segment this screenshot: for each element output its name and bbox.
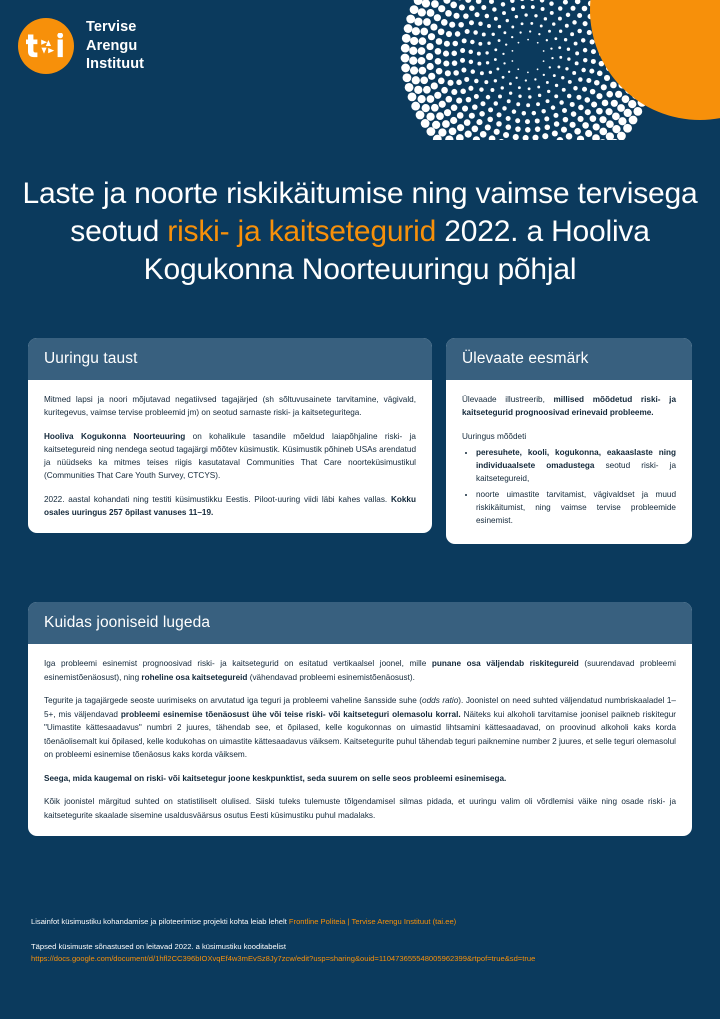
emphasis: peresuhete, kooli, kogukonna, eakaaslaste ning individuaalsete omadustega — [476, 447, 676, 471]
card-title: Uuringu taust — [44, 350, 138, 367]
emphasis: Kokku osales uuringus 257 õpilast vanuses 11–19. — [44, 494, 416, 518]
tai-logo-icon — [18, 18, 74, 74]
paragraph-text: Iga probleemi esinemist prognoosivad riski- ja kaitsetegurid on esitatud vertikaalsel joonel, mille — [44, 659, 432, 669]
term-odds-ratio: odds ratio — [422, 696, 459, 706]
list-item: • noorte uimastite tarvitamist, vägivaldset ja muud riskikäitumist, ning vaimse tervise probleemide esinemist. — [476, 488, 676, 528]
card-header-ulevaate-eesmark — [446, 338, 692, 380]
org-name — [86, 18, 144, 73]
paragraph: Uuringus mõõdeti — [462, 431, 527, 441]
card-body-kuidas-jooniseid-lugeda — [28, 644, 692, 836]
footer-text: Lisainfot küsimustiku kohandamise ja piloteerimise projekti kohta leiab lehelt — [31, 917, 289, 926]
brand-logo — [18, 18, 144, 74]
card-ulevaate-eesmark — [446, 338, 692, 544]
paragraph — [44, 657, 676, 684]
emphasis-risk: punane osa väljendab riskitegureid — [431, 659, 579, 669]
emphasis: probleemi esinemise tõenäosust ühe või teise riski- või kaitseteguri olemasolu korral. — [120, 709, 461, 719]
halftone-dot-pattern — [401, 0, 656, 140]
org-name-line-1: Tervise — [86, 19, 137, 36]
emphasis: Hooliva Kogukonna Noorteuuring — [44, 431, 186, 441]
org-name-line-3: Instituut — [86, 56, 145, 73]
questionnaire-codetable-url[interactable]: https://docs.google.com/document/d/1hfl2CC396bIOXvqEf4w3mEvSz8Jy7zcw/edit?usp=sharing&ouid=110473655548005962399&rtpof=true&sd=true — [31, 953, 536, 963]
paragraph-text: 2022. aastal kohandati ning testiti küsimustikku Eestis. Piloot-uuring viidi läbi kahes vallas. — [44, 494, 391, 504]
card-uuringu-taust — [28, 338, 432, 533]
paragraph-text: on kohalikule tasandile mõeldud laiapõhjaline riski- ja kaitsetegureid ning nendega seotud tagajärgi mõõtev küsimustik. Küsimustik põhineb USAs arendatud ja nüüdseks ka mitmes teises riigis kasutataval Communities That Care noorteküsimustikul (Communities That Care Youth Survey, CTCYS). — [44, 431, 416, 481]
list-item — [476, 446, 676, 486]
card-header-uuringu-taust — [28, 338, 432, 380]
paragraph-text: Näiteks kui alkoholi tarvitamise joonisel paikneb riskitegur "Uimastite kättesaadavus" numbri 2 juures, tähendab see, et õpilased, kelle kogukonnas on uimastid lihtsamini kättesaadavad, on proovinud alkoholi kaks korda tõenäolisemalt kui õpilased, kelle kodukohas on uimastite kättesaadavus väiksem. Kaitsetegurite puhul tähendab teguri paiknemine number 2 juures, et selle teguri olemasolul on probleemi esinemise tõenäosus kaks korda väiksem. — [44, 709, 676, 760]
paragraph-text: Ülevaade illustreerib, — [462, 395, 554, 405]
paragraph: Mitmed lapsi ja noori mõjutavad negatiivsed tagajärjed (sh sõltuvusainete tarvitamine, vägivald, kuritegevus, vaimse tervise probleemid jm) on seotud sarnaste riski- ja kaitseteguritega. — [44, 395, 416, 418]
page-title-accent: riski- ja kaitsetegurid — [167, 215, 437, 249]
org-name-line-2: Arengu — [86, 37, 138, 54]
paragraph-text: ). Joonistel on need suhted väljendatud numbriskaaladel 1–5+, mis väljendavad — [44, 696, 676, 719]
measured-aspects-list — [462, 446, 676, 528]
card-title: Ülevaate eesmärk — [462, 350, 589, 367]
paragraph: Kõik joonistel märgitud suhted on statistiliselt olulised. Siiski tuleks tulemuste tõlgendamisel silmas pidada, et uuringu valim oli võrdlemisi väike ning osade riski- ja kaitsetegurite skaalade sisemine usaldusväärsus osutus Eesti küsimustiku puhul madalaks. — [44, 797, 676, 820]
paragraph — [44, 430, 416, 483]
paragraph-text: (vähendavad probleemi esinemistõenäosust). — [247, 672, 415, 682]
orange-circle-decoration — [590, 0, 720, 120]
list-item-text: seotud riski- ja kaitsetegureid, — [476, 461, 677, 484]
emphasis-protective: roheline osa kaitsetegureid — [141, 672, 248, 682]
footer — [31, 916, 701, 964]
frontline-politeia-link[interactable]: Frontline Politeia | Tervise Arengu Instituut (tai.ee) — [288, 917, 457, 926]
paragraph — [44, 493, 416, 520]
card-body-uuringu-taust — [28, 380, 432, 533]
footer-source-text: Täpsed küsimuste sõnastused on leitavad 2022. a küsimustiku kooditabelist — [31, 941, 286, 951]
card-header-kuidas-jooniseid-lugeda — [28, 602, 692, 644]
paragraph — [44, 694, 676, 762]
paragraph — [462, 393, 676, 420]
card-body-ulevaate-eesmark — [446, 380, 692, 544]
paragraph-text: (suurendavad probleemi esinemistõenäosust), ning — [44, 659, 676, 682]
footer-info-line — [31, 916, 701, 928]
page-title — [16, 175, 704, 289]
page-title-part-2: 2022. a Hooliva Kogukonna Noorteuuringu põhjal — [143, 215, 650, 287]
paragraph-text: Tegurite ja tagajärgede seoste uurimiseks on arvutatud iga teguri ja probleemi vaheline šansside suhe ( — [44, 696, 423, 706]
card-kuidas-jooniseid-lugeda — [28, 602, 692, 836]
footer-source-block — [31, 941, 701, 965]
card-title: Kuidas jooniseid lugeda — [44, 614, 211, 631]
paragraph — [44, 772, 676, 786]
emphasis: millised mõõdetud riski- ja kaitsetegurid prognoosivad erinevaid probleeme. — [462, 395, 676, 418]
page-title-part-1: Laste ja noorte riskikäitumise ning vaimse tervisega seotud — [22, 177, 698, 249]
emphasis-summary: Seega, mida kaugemal on riski- või kaitsetegur joone keskpunktist, seda suurem on selle seos probleemi esinemisega. — [44, 773, 507, 783]
